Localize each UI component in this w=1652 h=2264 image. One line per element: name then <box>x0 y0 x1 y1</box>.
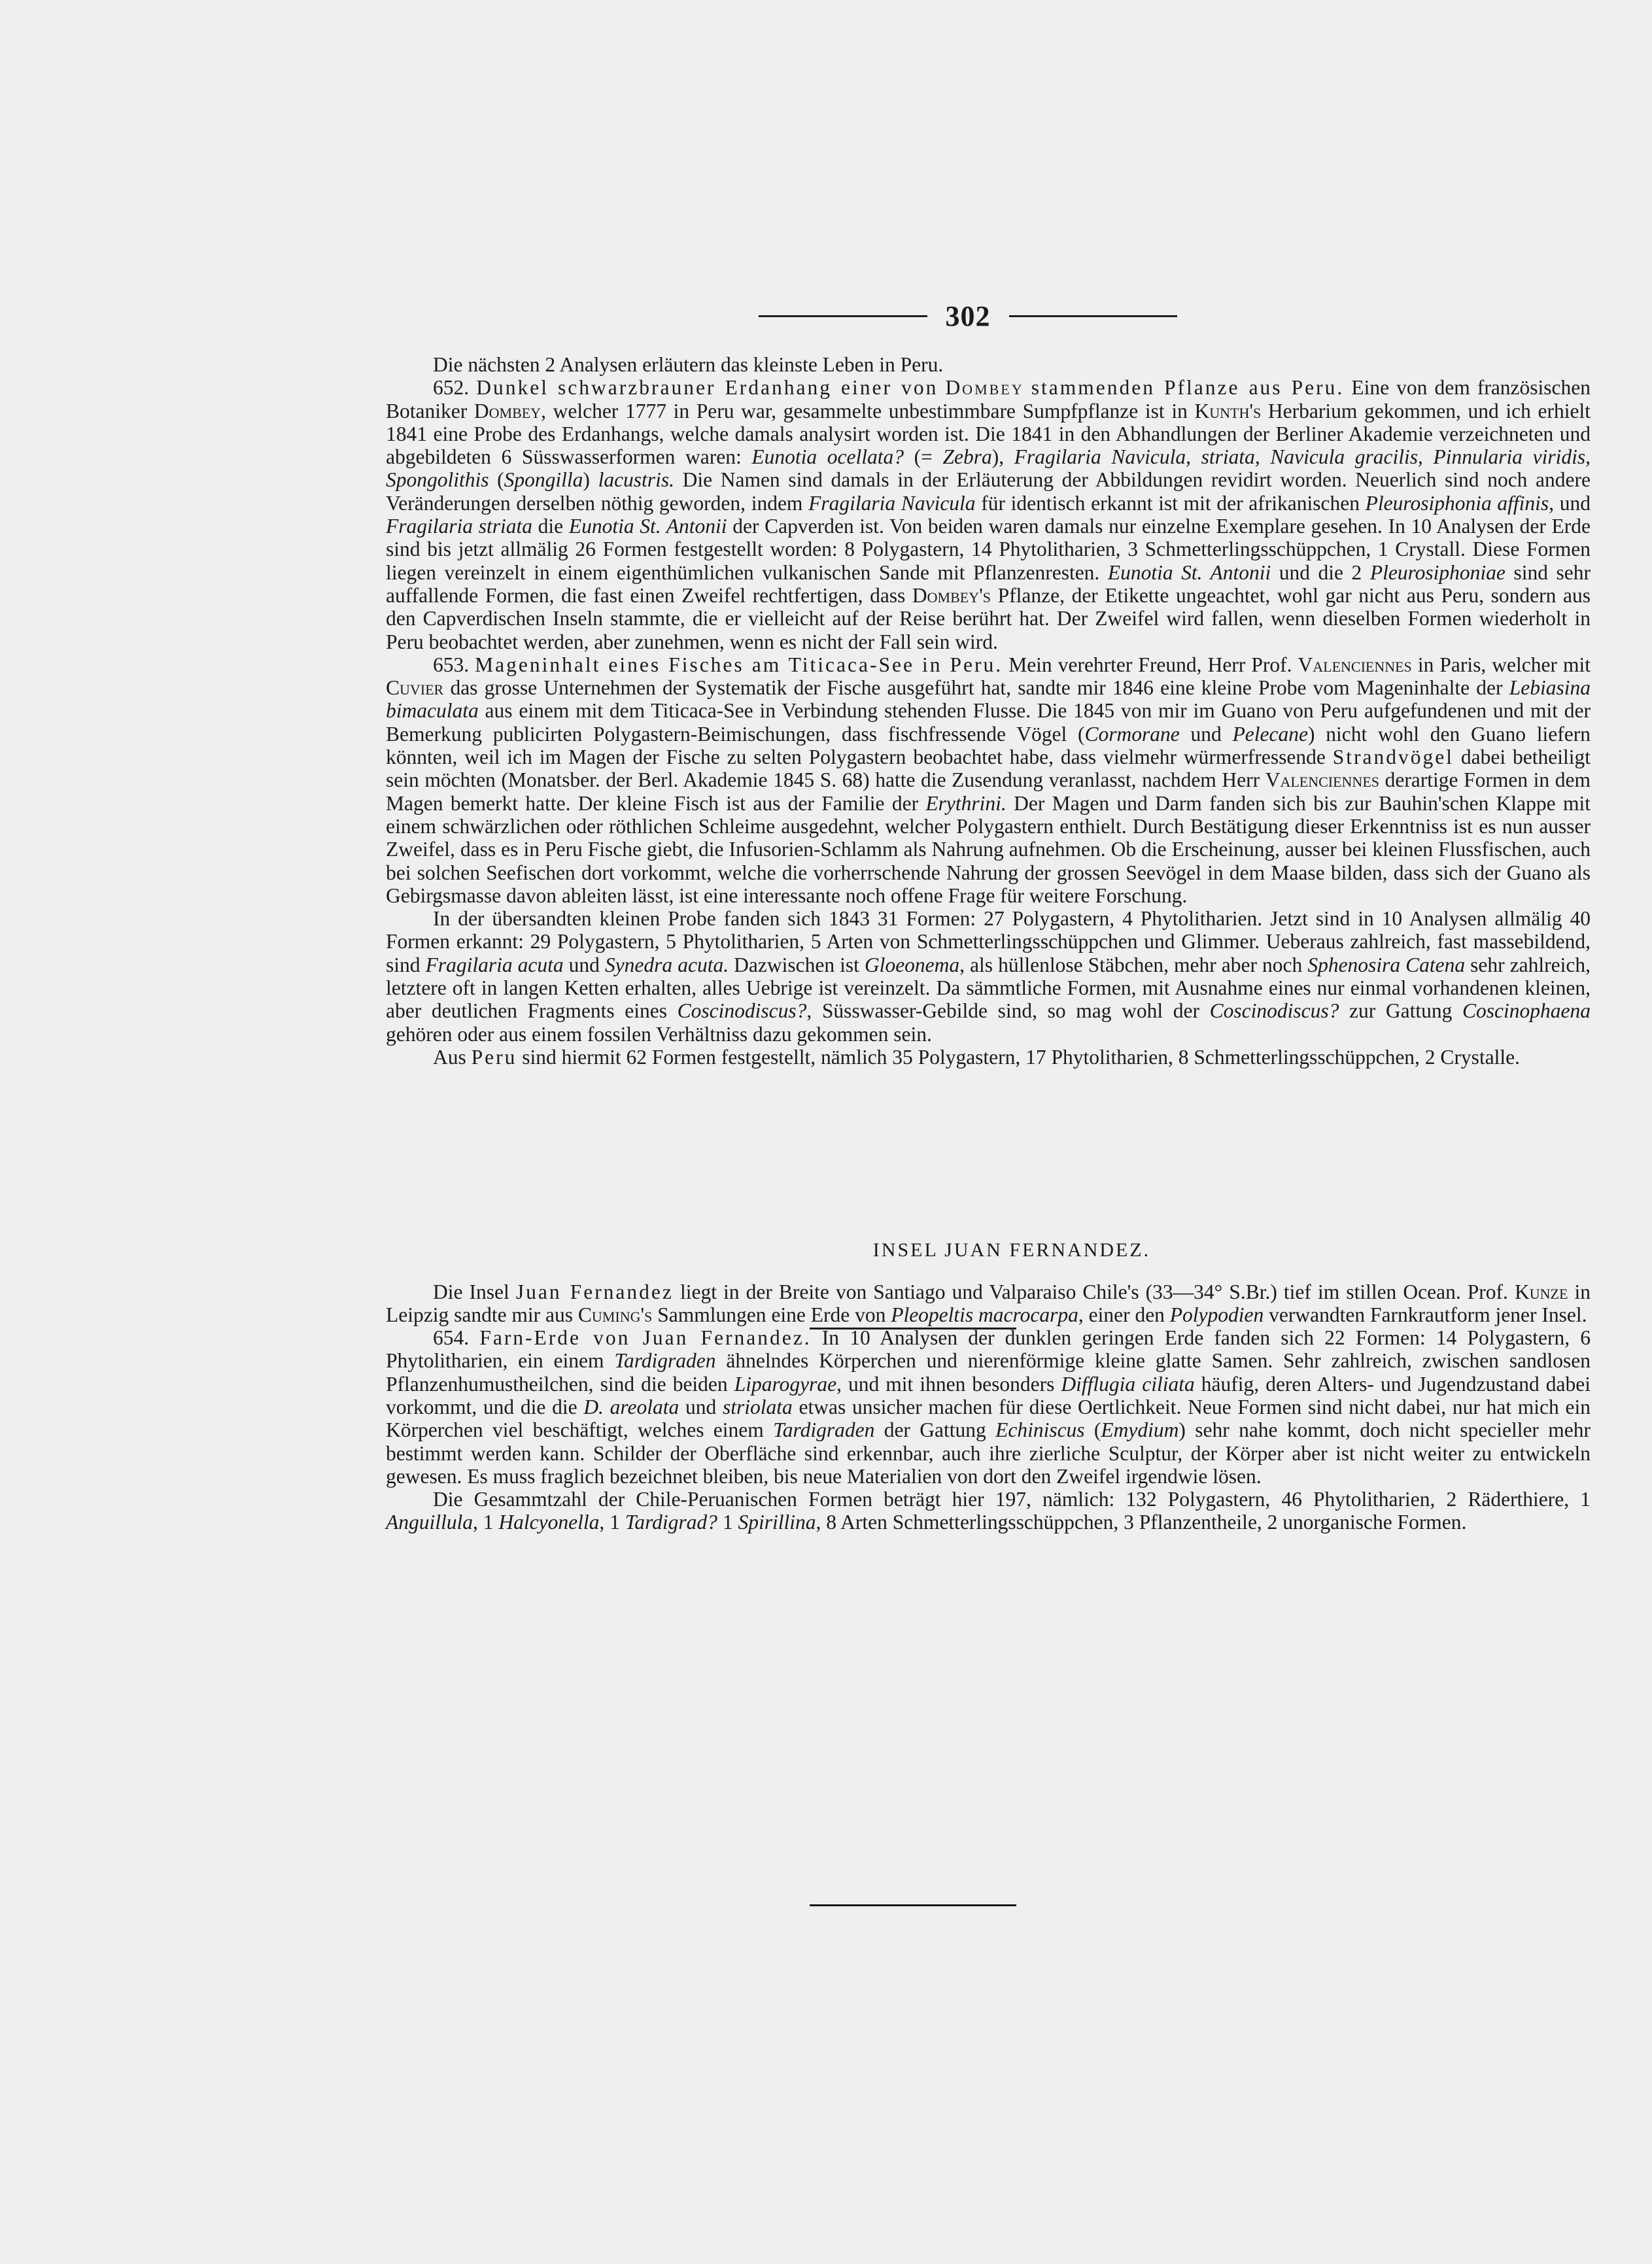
paragraph-653-sample: In der übersandten kleinen Probe fanden sich 1843 31 Formen: 27 Polygastern, 4 Phytolitharien. Jetzt sind in 10 Analysen allmälig 40 Formen erkannt: 29 Polygastern, 5 Phytolitharien, 5 Arten von Schmetterlingsschüppchen und Glimmer. Ueberaus zahlreich, fast massebildend, sind Fragilaria acuta und Synedra acuta. Dazwischen ist Gloeonema, als hüllenlose Stäbchen, mehr aber noch Sphenosira Catena sehr zahlreich, letztere oft in langen Ketten erhalten, alles Uebrige ist vereinzelt. Da sämmtliche Formen, mit Ausnahme eines nur einmal vorhandenen kleinen, aber deutlichen Fragments eines Coscinodiscus?, Süsswasser-Gebilde sind, so mag wohl der Coscinodiscus? zur Gattung Coscinophaena gehören oder aus einem fossilen Verhältniss dazu gekommen sein. <box>386 907 1591 1046</box>
page-body <box>386 353 1591 1534</box>
header-rule-right <box>1009 315 1178 317</box>
paragraph-654: 654. Farn-Erde von Juan Fernandez. In 10 Analysen der dunklen geringen Erde fanden sich 22 Formen: 14 Polygastern, 6 Phytolitharien, ein einem Tardigraden ähnelndes Körperchen und nierenförmige kleine glatte Samen. Sehr zahlreich, zwischen sandlosen Pflanzenhumustheilchen, sind die beiden Liparogyrae, und mit ihnen besonders Difflugia ciliata häufig, deren Alters- und Jugendzustand dabei vorkommt, und die die D. areolata und striolata etwas unsicher machen für diese Oertlichkeit. Neue Formen sind nicht dabei, nur hat mich ein Körperchen viel beschäftigt, welches einem Tardigraden der Gattung Echiniscus (Emydium) sehr nahe kommt, doch nicht specieller mehr bestimmt werden kann. Schilder der Oberfläche sind erkennbar, auch ihre zierliche Sculptur, der Körper aber ist nicht weiter zu entwickeln gewesen. Es muss fraglich bezeichnet bleiben, bis neue Materialien von dort den Zweifel irgendwie lösen. <box>386 1326 1591 1488</box>
paragraph-653: 653. Mageninhalt eines Fisches am Titicaca-See in Peru. Mein verehrter Freund, Herr Prof. Valenciennes in Paris, welcher mit Cuvier das grosse Unternehmen der Systematik der Fische ausgeführt hat, sandte mir 1846 eine kleine Probe vom Mageninhalte der Lebiasina bimaculata aus einem mit dem Titicaca-See in Verbindung stehenden Flusse. Die 1845 von mir im Guano von Peru aufgefundenen und mit der Bemerkung publicirten Polygastern-Beimischungen, dass fischfressende Vögel (Cormorane und Pelecane) nicht wohl den Guano liefern könnten, weil ich im Magen der Fische zu selten Polygastern beobachtet habe, dass vielmehr würmerfressende Strandvögel dabei betheiligt sein möchten (Monatsber. der Berl. Akademie 1845 S. 68) hatte die Zusendung veranlasst, nachdem Herr Valenciennes derartige Formen in dem Magen bemerkt hatte. Der kleine Fisch ist aus der Familie der Erythrini. Der Magen und Darm fanden sich bis zur Bauhin'schen Klappe mit einem schwärzlichen oder röthlichen Schleime ausgedehnt, welcher Polygastern enthielt. Durch Bestätigung dieser Erkenntniss ist es nun ausser Zweifel, dass es in Peru Fische giebt, die Infusorien-Schlamm als Nahrung aufnehmen. Ob die Erscheinung, ausser bei kleinen Flussfischen, auch bei solchen Seefischen dort vorkommt, welche die vorherrschende Nahrung der grossen Seevögel in dem Maase bilden, dass sich der Guano als Gebirgsmasse davon ableiten lässt, ist eine interessante noch offene Frage für weitere Forschung. <box>386 653 1591 907</box>
paragraph-652: 652. Dunkel schwarzbrauner Erdanhang einer von Dombey stammenden Pflanze aus Peru. Eine von dem französischen Botaniker Dombey, welcher 1777 in Peru war, gesammelte unbestimmbare Sumpfpflanze ist in Kunth's Herbarium gekommen, und ich erhielt 1841 eine Probe des Erdanhangs, welche damals analysirt worden ist. Die 1841 in den Abhandlungen der Berliner Akademie verzeichneten und abgebildeten 6 Süsswasserformen waren: Eunotia ocellata? (= Zebra), Fragilaria Navicula, striata, Navicula gracilis, Pinnularia viridis, Spongolithis (Spongilla) lacustris. Die Namen sind damals in der Erläuterung der Abbildungen revidirt worden. Neuerlich sind noch andere Veränderungen derselben nöthig geworden, indem Fragilaria Navicula für identisch erkannt ist mit der afrikanischen Pleurosiphonia affinis, und Fragilaria striata die Eunotia St. Antonii der Capverden ist. Von beiden waren damals nur einzelne Exemplare gesehen. In 10 Analysen der Erde sind bis jetzt allmälig 26 Formen festgestellt worden: 8 Polygastern, 14 Phytolitharien, 3 Schmetterlingsschüppchen, 1 Crystall. Diese Formen liegen vereinzelt in einem eigenthümlichen vulkanischen Sande mit Pflanzenresten. Eunotia St. Antonii und die 2 Pleurosiphoniae sind sehr auffallende Formen, die fast einen Zweifel rechtfertigen, dass Dombey's Pflanze, der Etikette ungeachtet, wohl gar nicht aus Peru, sondern aus den Capverdischen Inseln stammte, die er vielleicht auf der Reise berührt hat. Der Zweifel wird fallen, wenn dieselben Formen wiederholt in Peru beobachtet werden, aber zunehmen, wenn es nicht der Fall sein wird. <box>386 376 1591 653</box>
section-gap <box>386 1069 1591 1239</box>
title-gap <box>386 1262 1591 1280</box>
page-number: 302 <box>945 300 991 332</box>
total-summary: Die Gesammtzahl der Chile-Peruanischen Formen beträgt hier 197, nämlich: 132 Polygastern, 46 Phytolitharien, 2 Räderthiere, 1 Anguillula, 1 Halcyonella, 1 Tardigrad? 1 Spirillina, 8 Arten Schmetterlingsschüppchen, 3 Pflanzentheile, 2 unorganische Formen. <box>386 1488 1591 1534</box>
end-divider <box>810 1904 1016 1906</box>
header-rule-left <box>759 315 927 317</box>
intro-paragraph: Die nächsten 2 Analysen erläutern das kleinste Leben in Peru. <box>433 353 944 376</box>
peru-summary: Aus Peru sind hiermit 62 Formen festgestellt, nämlich 35 Polygastern, 17 Phytolitharien, 8 Schmetterlingsschüppchen, 2 Crystalle. <box>433 1045 1521 1069</box>
juan-fernandez-intro: Die Insel Juan Fernandez liegt in der Breite von Santiago und Valparaiso Chile's (33—34° S.Br.) tief im stillen Ocean. Prof. Kunze in Leipzig sandte mir aus Cuming's Sammlungen eine Erde von Pleopeltis macrocarpa, einer den Polypodien verwandten Farnkrautform jener Insel. <box>386 1280 1591 1326</box>
section-title-juan-fernandez: INSEL JUAN FERNANDEZ. <box>872 1239 1151 1261</box>
page-header <box>759 300 1177 332</box>
section-divider <box>810 1328 1016 1329</box>
